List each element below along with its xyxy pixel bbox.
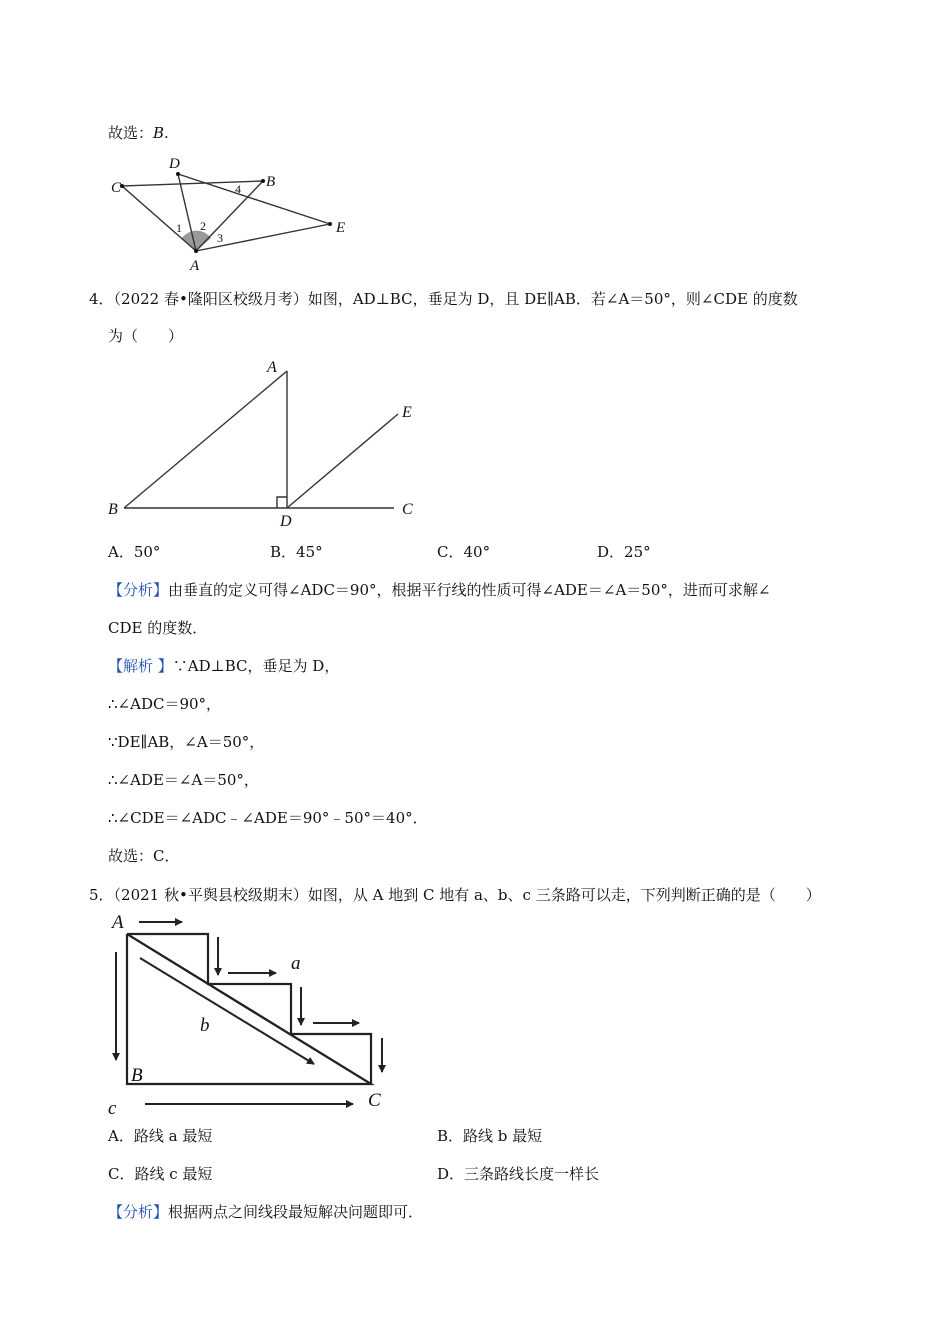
q4-solution-3: ∵DE∥AB，∠A＝50°， — [108, 733, 265, 751]
q4-answer: 故选：C． — [108, 847, 180, 865]
q4-option-d: D．25° — [597, 543, 651, 561]
angle-3: 3 — [217, 231, 223, 245]
label-b: B — [108, 501, 118, 518]
label-b: B — [266, 174, 276, 190]
arrow-b — [140, 958, 314, 1064]
label-c: C — [111, 180, 122, 196]
label-a: A — [112, 912, 124, 933]
label-b: B — [131, 1065, 143, 1086]
angle-1: 1 — [176, 221, 182, 235]
label-d: D — [169, 156, 180, 172]
prev-answer: 故选：B. — [108, 124, 169, 142]
q4-analysis-cont: CDE 的度数． — [108, 619, 208, 637]
label-c: C — [368, 1090, 381, 1111]
label-a: A — [190, 258, 200, 274]
q4-option-a: A．50° — [108, 543, 161, 561]
q4-solution-1: 【解析 】∵AD⊥BC，垂足为 D， — [108, 657, 340, 675]
label-path-c: c — [108, 1098, 117, 1119]
label-e: E — [336, 220, 346, 236]
q5-option-b: B．路线 b 最短 — [437, 1127, 543, 1145]
q4-option-b: B．45° — [270, 543, 323, 561]
q4-solution-5: ∴∠CDE＝∠ADC﹣∠ADE＝90°﹣50°＝40°． — [108, 809, 428, 827]
q4-solution-2: ∴∠ADC＝90°， — [108, 695, 222, 713]
label-d: D — [280, 513, 292, 530]
q5-stem: 5．（2021 秋•平舆县校级期末）如图，从 A 地到 C 地有 a、b、c 三条路可以走，下列判断正确的是（ ） — [89, 886, 821, 904]
analysis-tag: 【分析】 — [108, 581, 169, 599]
q4-stem: 4．（2022 春•隆阳区校级月考）如图，AD⊥BC，垂足为 D，且 DE∥AB．若∠A＝50°，则∠CDE 的度数 — [89, 290, 798, 308]
q5-analysis: 【分析】根据两点之间线段最短解决问题即可． — [108, 1203, 424, 1221]
q4-analysis: 【分析】由垂直的定义可得∠ADC＝90°，根据平行线的性质可得∠ADE＝∠A＝50°，进而可求解∠ — [108, 581, 771, 599]
angle-4: 4 — [235, 182, 241, 196]
label-e: E — [402, 404, 412, 421]
analysis-tag: 【分析】 — [108, 1203, 169, 1221]
angle-2: 2 — [200, 219, 206, 233]
q4-solution-4: ∴∠ADE＝∠A＝50°， — [108, 771, 259, 789]
q5-option-c: C．路线 c 最短 — [108, 1165, 213, 1183]
q4-stem-cont: 为（ ） — [108, 327, 184, 345]
solution-tag: 【解析 】 — [108, 657, 173, 675]
q5-option-d: D．三条路线长度一样长 — [437, 1165, 600, 1183]
q5-option-a: A．路线 a 最短 — [108, 1127, 213, 1145]
path-b-diagonal — [127, 934, 371, 1084]
label-path-b: b — [200, 1015, 210, 1036]
label-path-a: a — [291, 953, 301, 974]
label-c: C — [402, 501, 413, 518]
q4-option-c: C．40° — [437, 543, 491, 561]
label-a: A — [267, 359, 277, 376]
